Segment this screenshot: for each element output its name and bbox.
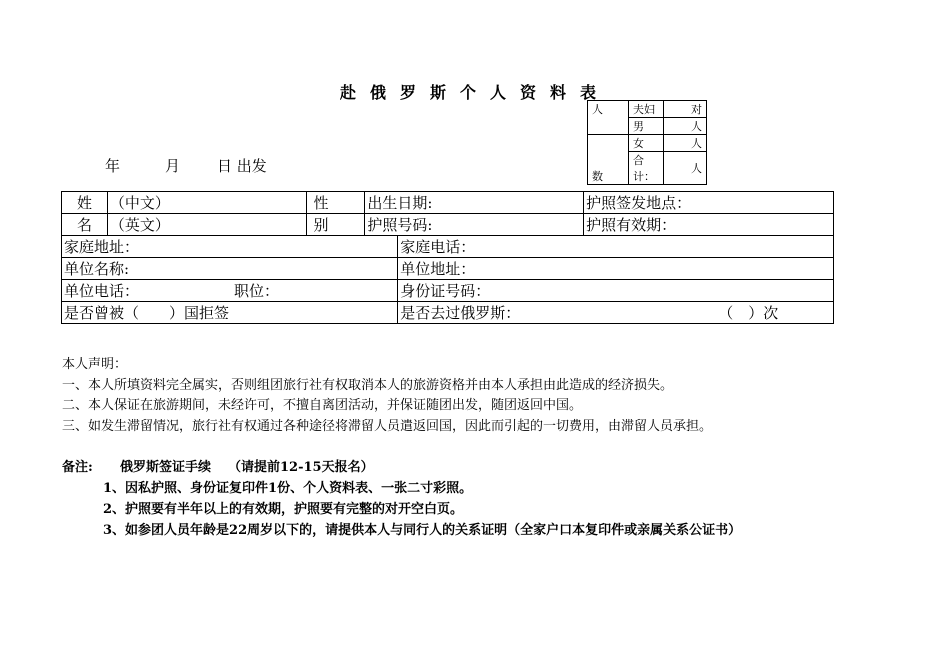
- headcount-label-bottom: 数: [588, 135, 629, 185]
- home-phone-field[interactable]: 家庭电话：: [398, 236, 834, 258]
- page-title: 赴俄罗斯个人资料表: [339, 83, 610, 102]
- total-value[interactable]: 人: [664, 152, 707, 185]
- notes-item: 3、如参团人员年龄是22周岁以下的，请提供本人与同行人的关系证明（全家户口本复印件或亲属关系公证书）: [103, 523, 742, 538]
- name-label-top: 姓: [62, 192, 108, 214]
- month-label: 月: [165, 157, 181, 175]
- company-name-field[interactable]: 单位名称:: [62, 258, 398, 280]
- passport-issue-place-field[interactable]: 护照签发地点：: [584, 192, 834, 214]
- headcount-table: [587, 100, 707, 185]
- declaration-item: 三、如发生滞留情况，旅行社有权通过各种途径将滞留人员遣返回国，因此而引起的一切费用，由滞留人员承担。: [62, 418, 713, 434]
- departure-date-line: [105, 155, 267, 176]
- name-cn-field[interactable]: （中文）: [107, 192, 307, 214]
- declaration-item: 一、本人所填资料完全属实，否则组团旅行社有权取消本人的旅游资格并由本人承担由此造成的经济损失。: [62, 377, 674, 393]
- male-value[interactable]: 人: [664, 118, 707, 135]
- visited-russia-field: 是否去过俄罗斯：: [400, 303, 521, 322]
- birth-date-field[interactable]: 出生日期:: [365, 192, 584, 214]
- home-address-field[interactable]: 家庭地址：: [62, 236, 398, 258]
- couple-key: 夫妇: [629, 101, 664, 118]
- notes-label: 备注:: [62, 460, 93, 475]
- id-number-field[interactable]: 身份证号码：: [398, 280, 834, 302]
- year-label: 年: [105, 157, 121, 175]
- visit-times-field: （ ）次: [718, 303, 779, 322]
- company-phone-row[interactable]: [62, 280, 398, 302]
- declaration-item: 二、本人保证在旅游期间，未经许可，不擅自离团活动，并保证随团出发，随团返回中国。: [62, 398, 583, 413]
- passport-no-field[interactable]: 护照号码:: [365, 214, 584, 236]
- declaration-section: [62, 355, 712, 437]
- female-key: 女: [629, 135, 664, 152]
- notes-heading-note: （请提前12-15天报名）: [228, 460, 374, 475]
- notes-heading-row: [62, 457, 741, 478]
- couple-value[interactable]: 对: [664, 101, 707, 118]
- declaration-heading: 本人声明：: [62, 357, 128, 372]
- notes-item: 1、因私护照、身份证复印件1份、个人资料表、一张二寸彩照。: [103, 481, 473, 496]
- company-address-field[interactable]: 单位地址：: [398, 258, 834, 280]
- headcount-label-top: 人: [588, 101, 629, 135]
- notes-heading: 俄罗斯签证手续: [120, 460, 212, 475]
- personal-info-table: [61, 191, 834, 324]
- name-en-field[interactable]: （英文）: [107, 214, 307, 236]
- total-key: 合计：: [629, 152, 664, 185]
- female-value[interactable]: 人: [664, 135, 707, 152]
- gender-label-top: 性: [307, 192, 365, 214]
- notes-section: [62, 457, 741, 541]
- passport-validity-field[interactable]: 护照有效期：: [584, 214, 834, 236]
- company-phone-field: 单位电话：: [64, 281, 140, 300]
- visited-russia-row[interactable]: [398, 302, 834, 324]
- visa-refused-field[interactable]: 是否曾被（ ）国拒签: [62, 302, 398, 324]
- notes-item: 2、护照要有半年以上的有效期，护照要有完整的对开空白页。: [103, 502, 464, 517]
- name-label-bottom: 名: [62, 214, 108, 236]
- day-label: 日 出发: [217, 157, 267, 175]
- male-key: 男: [629, 118, 664, 135]
- gender-label-bottom: 别: [307, 214, 365, 236]
- position-field: 职位：: [234, 281, 280, 300]
